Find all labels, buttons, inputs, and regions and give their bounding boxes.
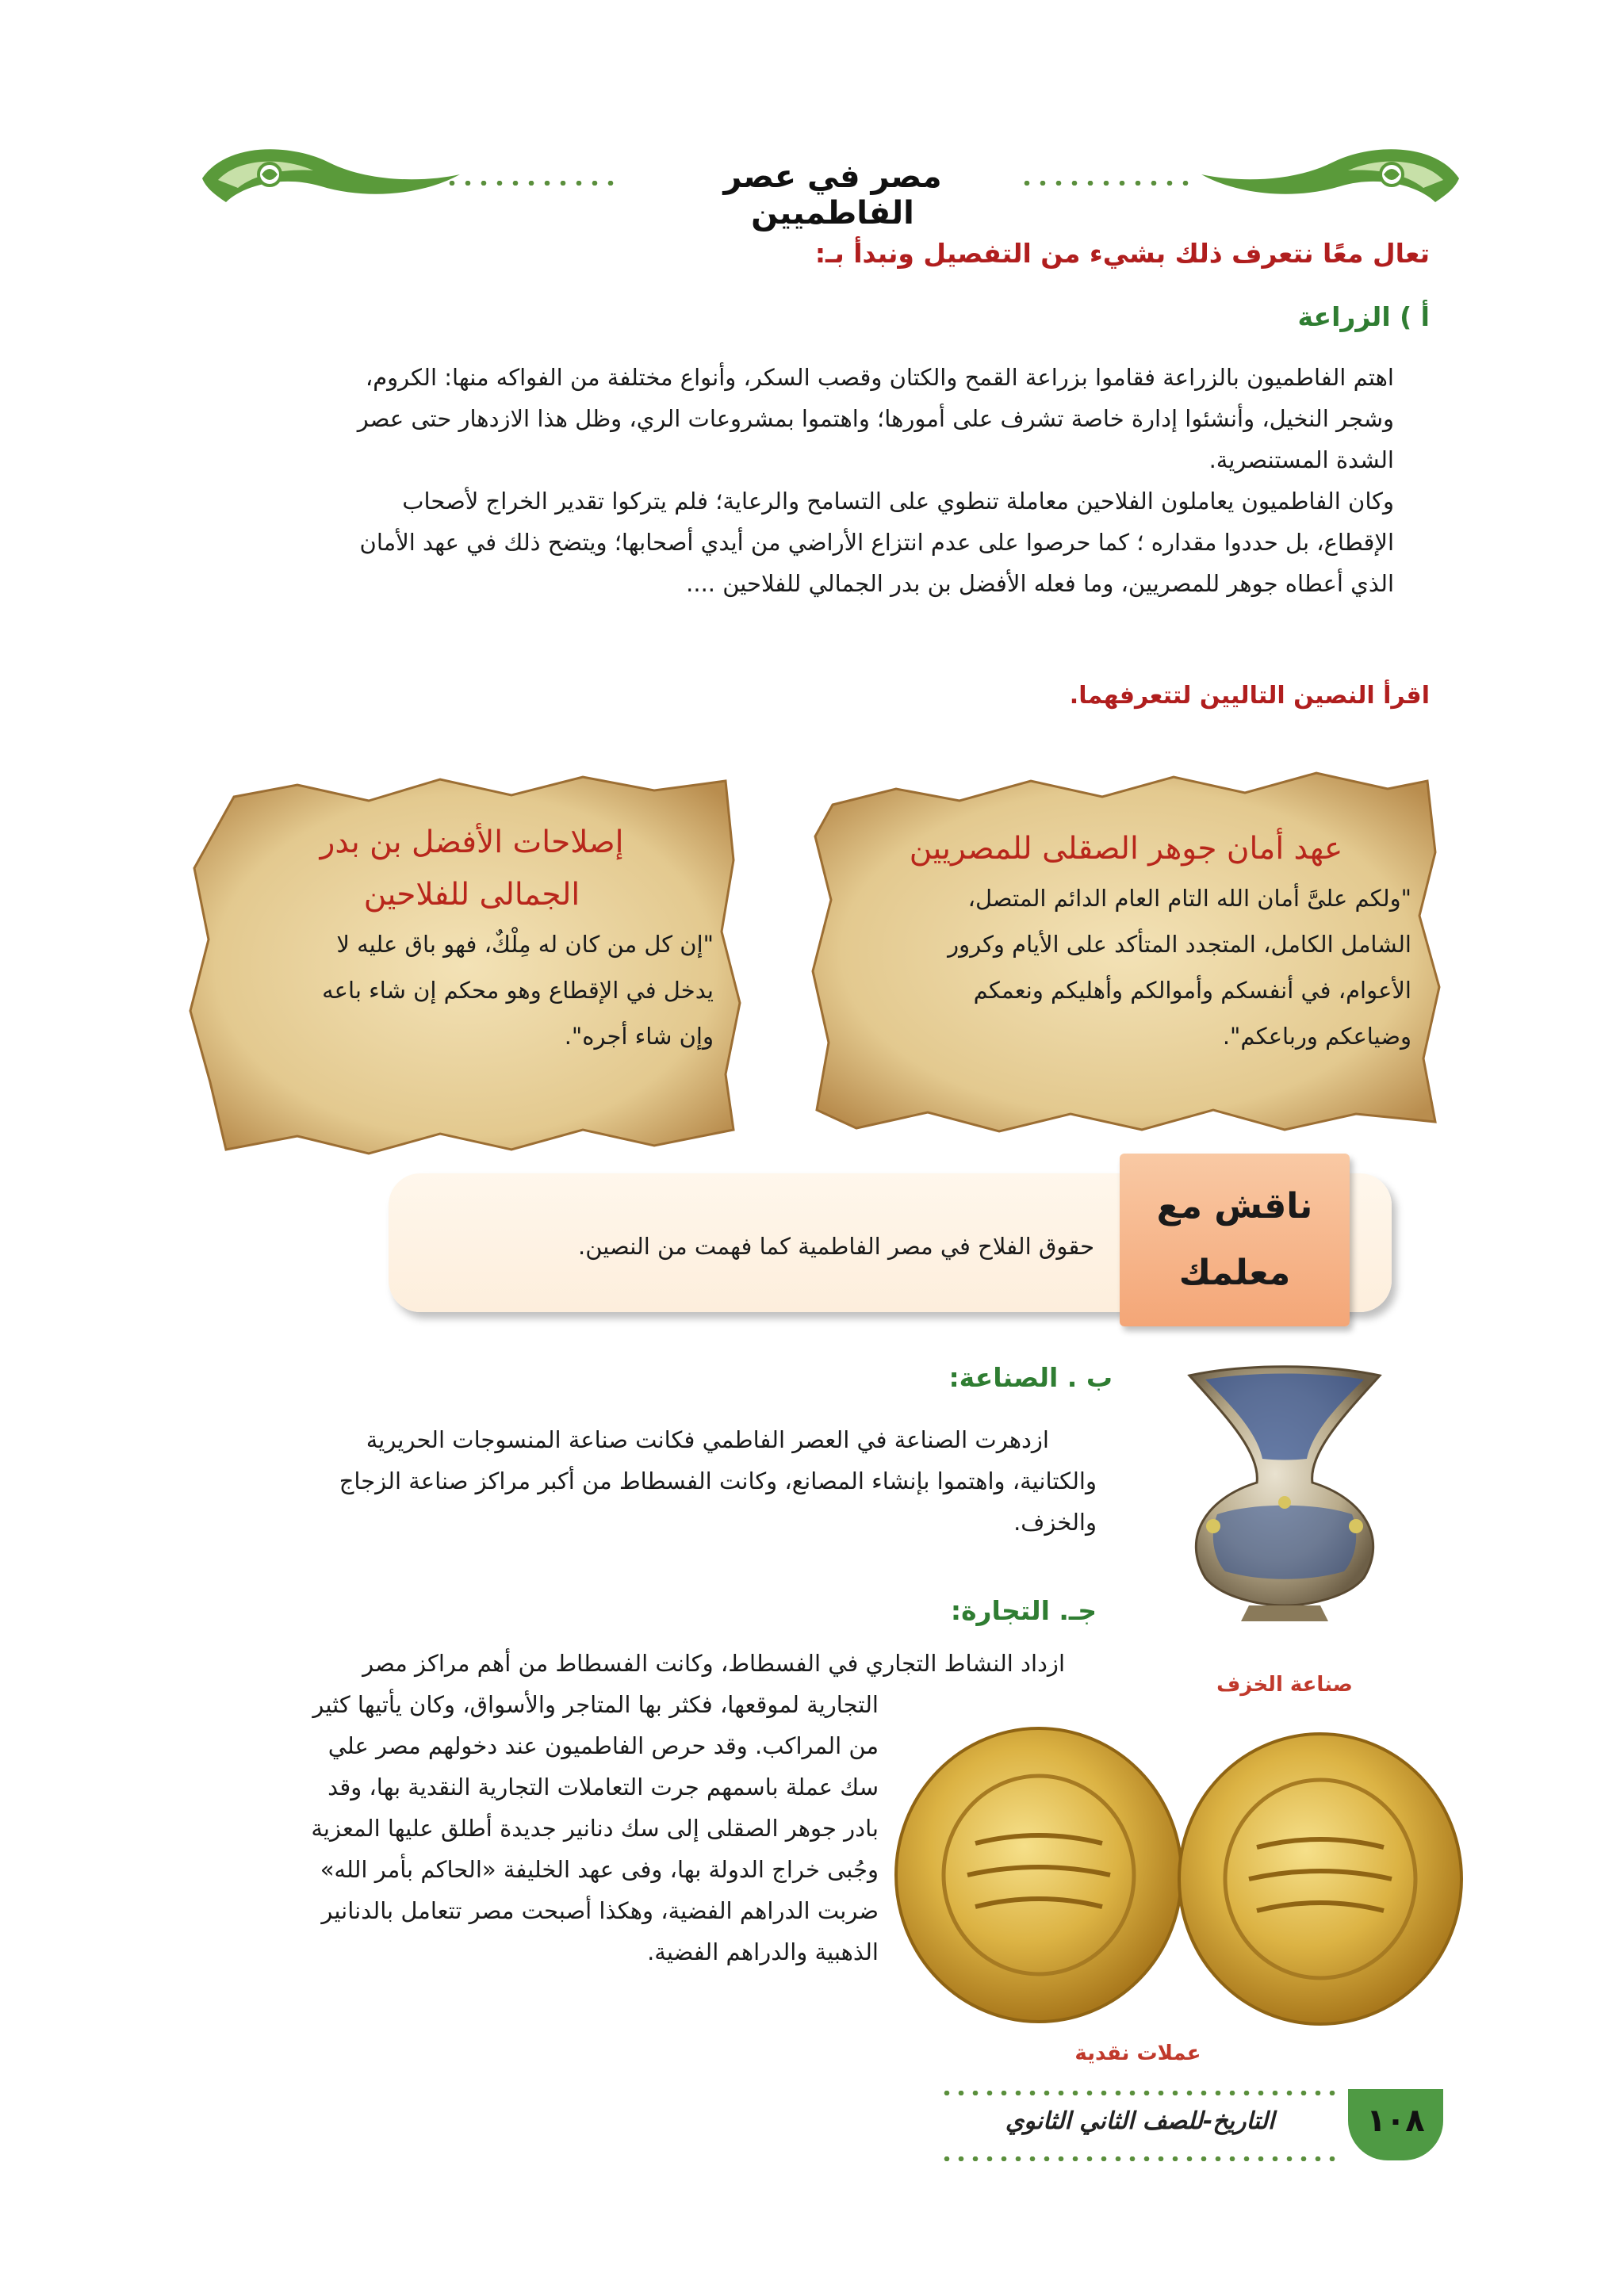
trade-line: الذهبية والدراهم الفضية.	[647, 1938, 879, 1965]
agriculture-line: الذي أعطاه جوهر للمصريين، وما فعله الأفضل بن بدر الجمالي للفلاحين ....	[686, 570, 1394, 597]
industry-line: والخزف.	[1013, 1509, 1097, 1536]
trade-line: ضربت الدراهم الفضية، وهكذا أصبحت مصر تتعامل بالدنانير	[321, 1897, 879, 1924]
agriculture-line: الشدة المستنصرية.	[1208, 446, 1394, 473]
agriculture-line: وكان الفاطميون يعاملون الفلاحين معاملة تنطوي على التسامح والرعاية؛ فلم يتركوا تقدير الخراج لأصحاب	[402, 488, 1394, 515]
page-title: مصر في عصر الفاطميين	[723, 159, 942, 232]
header-dots-left	[444, 181, 615, 186]
parchment-right-line: وضياعكم ورباعكم".	[1222, 1023, 1411, 1050]
pottery-caption: صناعة الخزف	[1216, 1673, 1353, 1697]
footer-dots-bottom	[940, 2156, 1340, 2161]
industry-heading: ب . الصناعة:	[948, 1362, 1113, 1393]
header-ornament-left	[194, 139, 464, 214]
read-instruction: اقرأ النصين التاليين لتتعرفهما.	[1069, 682, 1430, 710]
trade-line: وجُبى خراج الدولة بها، وفى عهد الخليفة «الحاكم بأمر الله»	[320, 1856, 879, 1883]
parchment-left-title-line1: إصلاحات الأفضل بن بدر	[320, 825, 624, 860]
parchment-left-title-line2: الجمالى للفلاحين	[363, 877, 580, 913]
trade-heading: جـ. التجارة:	[950, 1595, 1097, 1626]
discuss-tag-text	[1120, 1173, 1350, 1307]
trade-line: بادر جوهر الصقلى إلى سك دنانير جديدة أطلق عليها المعزية	[311, 1815, 879, 1842]
parchment-right-line: الأعوام، في أنفسكم وأموالكم وأهليكم ونعمكم	[973, 977, 1411, 1004]
discuss-tag-line2: معلمك	[1178, 1253, 1291, 1293]
trade-line: سك عملة باسمهم جرت التعاملات التجارية النقدية بها، وقد	[327, 1774, 879, 1800]
industry-line: والكتانية، واهتموا بإنشاء المصانع، وكانت الفسطاط من أكبر مراكز صناعة الزجاج	[339, 1468, 1097, 1494]
parchment-left-line: "إن كل من كان له مِلْكٌ، فهو باق عليه لا	[336, 931, 714, 958]
industry-text	[193, 1419, 1097, 1543]
trade-line: ازداد النشاط التجاري في الفسطاط، وكانت الفسطاط من أهم مراكز مصر	[362, 1650, 1065, 1677]
parchment-right-title: عهد أمان جوهر الصقلى للمصريين	[909, 831, 1343, 867]
parchment-left-line: يدخل في الإقطاع وهو محكم إن شاء باعه	[322, 977, 714, 1004]
parchment-right-line: الشامل الكامل، المتجدد المتأكد على الأيام وكرور	[948, 931, 1411, 958]
intro-heading: تعال معًا نتعرف ذلك بشيء من التفصيل ونبدأ بـ:	[814, 238, 1430, 269]
trade-line: التجارية لموقعها، فكثر بها المتاجر والأسواق، وكان يأتيها كثير	[312, 1691, 879, 1718]
page-number: ١٠٨	[1366, 2103, 1425, 2139]
agriculture-text	[189, 357, 1394, 604]
gold-coins-image	[888, 1724, 1467, 2030]
footer-dots-top	[940, 2091, 1340, 2095]
header-dots-right	[1019, 181, 1189, 186]
discuss-tag-line1: ناقش مع	[1156, 1186, 1313, 1226]
trade-line: من المراكب. وقد حرص الفاطميون عند دخولهم مصر علي	[327, 1732, 879, 1759]
agriculture-line: الإقطاع، بل حددوا مقداره ؛ كما حرصوا على عدم انتزاع الأراضي من أيدي أصحابها؛ ويتضح ذلك في عهد الأمان	[359, 529, 1394, 556]
agriculture-line: اهتم الفاطميون بالزراعة فقاموا بزراعة القمح والكتان وقصب السكر، وأنواع مختلفة من الفواكه منها: الكروم،	[365, 364, 1394, 391]
pottery-vase-image	[1174, 1364, 1396, 1625]
trade-text	[193, 1643, 1097, 1684]
header-ornament-right	[1197, 139, 1467, 214]
discuss-question: حقوق الفلاح في مصر الفاطمية كما فهمت من النصين.	[578, 1233, 1094, 1260]
trade-text-wrapped	[193, 1684, 879, 1973]
parchment-left	[230, 817, 714, 1059]
parchment-right	[841, 823, 1411, 1059]
footer-title: التاريخ-للصف الثاني الثانوي	[1005, 2107, 1275, 2135]
coins-caption: عملات نقدية	[1074, 2042, 1201, 2065]
parchment-left-line: وإن شاء أجره".	[564, 1023, 714, 1050]
agriculture-line: وشجر النخيل، وأنشئوا إدارة خاصة تشرف على أمورها؛ واهتموا بمشروعات الري، وظل هذا الازدهار حتى عصر	[357, 405, 1394, 432]
parchment-right-line: "ولكم علىَّ أمان الله التام العام الدائم المتصل،	[967, 885, 1411, 912]
agriculture-heading: أ ) الزراعة	[1297, 301, 1430, 332]
industry-line: ازدهرت الصناعة في العصر الفاطمي فكانت صناعة المنسوجات الحريرية	[366, 1426, 1049, 1453]
